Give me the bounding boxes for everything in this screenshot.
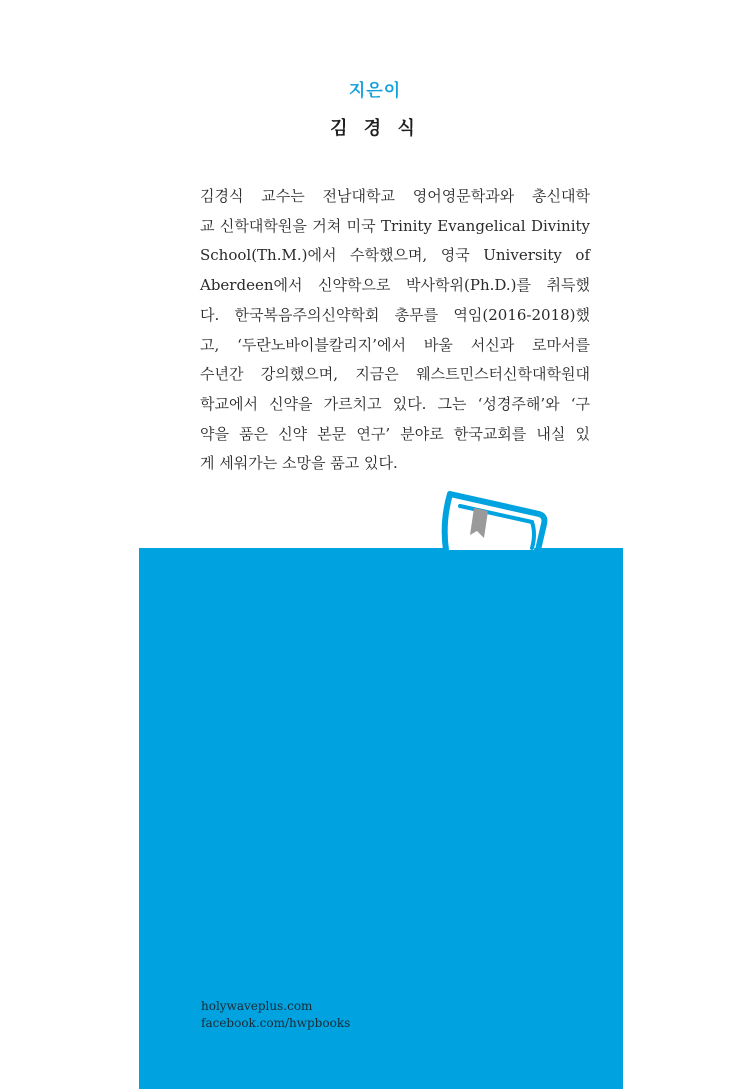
bio-line: 게 세워가는 소망을 품고 있다. [200,454,398,473]
bio-line: 학교에서 신약을 가르치고 있다. 그는 ‘성경주해’와 ‘구 [200,394,590,413]
bio-line: School(Th.M.)에서 수학했으며, 영국 University of [200,246,590,265]
bio-line: 교 신학대학원을 거쳐 미국 Trinity Evangelical Divinity [200,216,590,235]
author-bio [200,182,590,479]
website-link[interactable]: holywaveplus.com [201,999,313,1013]
bio-line: 약을 품은 신약 본문 연구’ 분야로 한국교회를 내실 있 [200,424,590,443]
bio-line: Aberdeen에서 신약학으로 박사학위(Ph.D.)를 취득했 [200,276,590,295]
facebook-link[interactable]: facebook.com/hwpbooks [201,1016,351,1030]
footer-links [201,998,350,1032]
book-with-bookmark-icon [436,488,552,560]
author-name: 김 경 식 [330,118,420,139]
bio-line: 김경식 교수는 전남대학교 영어영문학과와 총신대학 [200,187,590,205]
section-label: 지은이 [348,81,402,101]
bio-line: 고, ‘두란노바이블칼리지’에서 바울 서신과 로마서를 [200,335,590,354]
bio-line: 다. 한국복음주의신약학회 총무를 역임(2016-2018)했 [200,305,590,324]
bio-line: 수년간 강의했으며, 지금은 웨스트민스터신학대학원대 [200,365,590,384]
